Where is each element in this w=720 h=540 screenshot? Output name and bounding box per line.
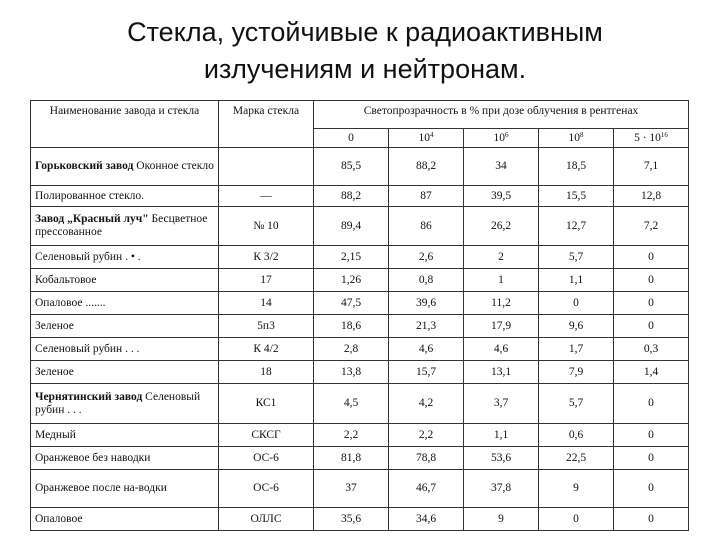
transparency-value-cell: 2,15	[314, 246, 389, 269]
table-row	[31, 269, 689, 292]
glass-name-cell	[31, 470, 219, 508]
header-dose: $5 \cdot 10^{16}$	[614, 129, 689, 148]
glass-transparency-table	[30, 100, 689, 531]
glass-name: Зеленое	[35, 319, 74, 332]
glass-name-cell	[31, 447, 219, 470]
header-dose: $10^4$	[389, 129, 464, 148]
transparency-value-cell: 26,2	[464, 207, 539, 246]
transparency-value-cell: 2,2	[389, 424, 464, 447]
transparency-value-cell: 1,7	[539, 338, 614, 361]
slide-title	[40, 14, 690, 88]
table-row	[31, 508, 689, 531]
glass-name: Зеленое	[35, 365, 74, 378]
glass-name: Опаловое .......	[35, 296, 106, 309]
transparency-value-cell: 9	[464, 508, 539, 531]
glass-name: Оконное стекло	[136, 160, 214, 172]
transparency-value-cell: 0	[614, 470, 689, 508]
slide-title-line-2: излучениям и нейтронам.	[203, 54, 527, 84]
glass-mark-cell: ОЛЛС	[219, 508, 314, 531]
transparency-value-cell: 0,6	[539, 424, 614, 447]
glass-mark-cell: 18	[219, 361, 314, 384]
glass-mark-cell	[219, 148, 314, 186]
transparency-value-cell: 1,26	[314, 269, 389, 292]
transparency-value-cell: 34	[464, 148, 539, 186]
transparency-value-cell: 0	[614, 447, 689, 470]
transparency-value-cell: 18,6	[314, 315, 389, 338]
transparency-value-cell: 21,3	[389, 315, 464, 338]
transparency-value-cell: 0	[614, 384, 689, 424]
glass-name: Медный	[35, 428, 76, 441]
transparency-value-cell: 37	[314, 470, 389, 508]
transparency-value-cell: 47,5	[314, 292, 389, 315]
table-row	[31, 384, 689, 424]
glass-name-cell	[31, 246, 219, 269]
glass-name: Селеновый рубин . • .	[35, 250, 141, 263]
transparency-value-cell: 86	[389, 207, 464, 246]
transparency-value-cell: 2	[464, 246, 539, 269]
transparency-value-cell: 39,6	[389, 292, 464, 315]
transparency-value-cell: 0,8	[389, 269, 464, 292]
transparency-value-cell: 5,7	[539, 246, 614, 269]
transparency-value-cell: 15,5	[539, 186, 614, 207]
transparency-value-cell: 9,6	[539, 315, 614, 338]
transparency-value-cell: 13,8	[314, 361, 389, 384]
transparency-value-cell: 13,1	[464, 361, 539, 384]
table-row	[31, 186, 689, 207]
table-row	[31, 207, 689, 246]
transparency-value-cell: 0	[539, 292, 614, 315]
glass-mark-cell: 17	[219, 269, 314, 292]
header-transparency-group: Светопрозрачность в % при дозе облучения в рентгенах	[314, 101, 689, 129]
transparency-value-cell: 0	[614, 315, 689, 338]
transparency-value-cell: 35,6	[314, 508, 389, 531]
transparency-value-cell: 7,1	[614, 148, 689, 186]
header-dose: 0	[314, 129, 389, 148]
table-body	[31, 148, 689, 531]
glass-mark-cell: —	[219, 186, 314, 207]
glass-name: Опаловое	[35, 512, 83, 525]
table-row	[31, 447, 689, 470]
glass-name: Бесцветное прессованное	[35, 213, 208, 238]
table-header-row	[31, 101, 689, 129]
glass-name-cell	[31, 292, 219, 315]
transparency-value-cell: 78,8	[389, 447, 464, 470]
header-dose: $10^6$	[464, 129, 539, 148]
glass-name: Полированное стекло.	[35, 189, 145, 202]
glass-name-cell	[31, 424, 219, 447]
glass-mark-cell: КС1	[219, 384, 314, 424]
table-row	[31, 292, 689, 315]
transparency-value-cell: 4,6	[464, 338, 539, 361]
transparency-value-cell: 2,6	[389, 246, 464, 269]
glass-name: Селеновый рубин . . .	[35, 390, 201, 416]
transparency-value-cell: 89,4	[314, 207, 389, 246]
glass-mark-cell: ОС-6	[219, 447, 314, 470]
transparency-value-cell: 7,9	[539, 361, 614, 384]
transparency-value-cell: 4,2	[389, 384, 464, 424]
table-row	[31, 361, 689, 384]
transparency-value-cell: 3,7	[464, 384, 539, 424]
glass-name: Селеновый рубин . . .	[35, 342, 140, 355]
transparency-value-cell: 39,5	[464, 186, 539, 207]
transparency-value-cell: 0	[614, 508, 689, 531]
transparency-value-cell: 2,8	[314, 338, 389, 361]
glass-name-cell	[31, 207, 219, 246]
glass-name-cell	[31, 186, 219, 207]
transparency-value-cell: 0	[614, 292, 689, 315]
table-row	[31, 148, 689, 186]
plant-name: Завод „Красный луч"	[35, 213, 149, 225]
glass-name-cell	[31, 384, 219, 424]
transparency-value-cell: 1,1	[464, 424, 539, 447]
glass-name-cell	[31, 315, 219, 338]
transparency-value-cell: 4,5	[314, 384, 389, 424]
header-plant-glass: Наименование завода и стекла	[31, 101, 219, 148]
glass-name: Кобальтовое	[35, 273, 97, 286]
plant-name: Чернятинский завод	[35, 390, 143, 403]
glass-name-cell	[31, 508, 219, 531]
transparency-value-cell: 0	[539, 508, 614, 531]
transparency-value-cell: 11,2	[464, 292, 539, 315]
transparency-value-cell: 12,7	[539, 207, 614, 246]
transparency-value-cell: 0,3	[614, 338, 689, 361]
header-dose: $10^8$	[539, 129, 614, 148]
transparency-value-cell: 85,5	[314, 148, 389, 186]
glass-mark-cell: СКСГ	[219, 424, 314, 447]
transparency-value-cell: 9	[539, 470, 614, 508]
glass-name-cell	[31, 338, 219, 361]
transparency-value-cell: 12,8	[614, 186, 689, 207]
header-glass-mark: Марка стекла	[219, 101, 314, 148]
transparency-value-cell: 81,8	[314, 447, 389, 470]
transparency-value-cell: 17,9	[464, 315, 539, 338]
transparency-value-cell: 88,2	[389, 148, 464, 186]
glass-name: Оранжевое без наводки	[35, 451, 151, 464]
transparency-value-cell: 1	[464, 269, 539, 292]
glass-name-cell	[31, 361, 219, 384]
table-row	[31, 338, 689, 361]
plant-name: Горьковский завод	[35, 160, 134, 172]
glass-mark-cell: 14	[219, 292, 314, 315]
table-row	[31, 315, 689, 338]
transparency-value-cell: 5,7	[539, 384, 614, 424]
transparency-value-cell: 87	[389, 186, 464, 207]
glass-mark-cell: 5п3	[219, 315, 314, 338]
transparency-value-cell: 2,2	[314, 424, 389, 447]
transparency-value-cell: 34,6	[389, 508, 464, 531]
table-row	[31, 246, 689, 269]
glass-mark-cell: № 10	[219, 207, 314, 246]
transparency-value-cell: 1,1	[539, 269, 614, 292]
transparency-value-cell: 15,7	[389, 361, 464, 384]
table-row	[31, 470, 689, 508]
glass-name-cell	[31, 269, 219, 292]
transparency-value-cell: 0	[614, 246, 689, 269]
glass-mark-cell: ОС-6	[219, 470, 314, 508]
transparency-value-cell: 53,6	[464, 447, 539, 470]
transparency-value-cell: 46,7	[389, 470, 464, 508]
transparency-value-cell: 22,5	[539, 447, 614, 470]
glass-name-cell	[31, 148, 219, 186]
transparency-value-cell: 0	[614, 269, 689, 292]
glass-name: Оранжевое после на-водки	[35, 482, 167, 494]
transparency-value-cell: 4,6	[389, 338, 464, 361]
transparency-value-cell: 18,5	[539, 148, 614, 186]
transparency-value-cell: 37,8	[464, 470, 539, 508]
transparency-value-cell: 1,4	[614, 361, 689, 384]
table-row	[31, 424, 689, 447]
glass-mark-cell: К 3/2	[219, 246, 314, 269]
slide-title-line-1: Стекла, устойчивые к радиоактивным	[127, 17, 603, 47]
transparency-value-cell: 7,2	[614, 207, 689, 246]
transparency-value-cell: 88,2	[314, 186, 389, 207]
transparency-value-cell: 0	[614, 424, 689, 447]
glass-mark-cell: К 4/2	[219, 338, 314, 361]
